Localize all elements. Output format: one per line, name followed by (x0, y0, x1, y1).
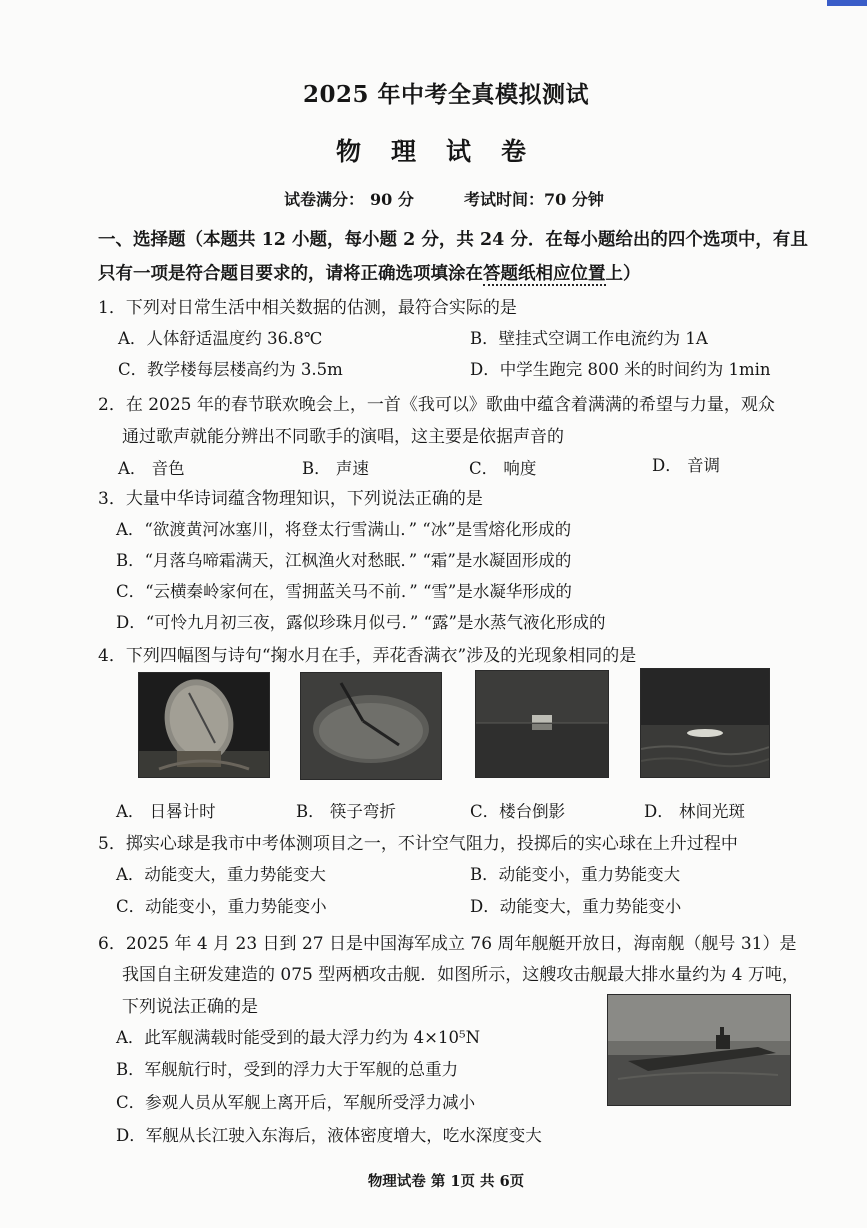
q4-option-b: B． 筷子弯折 (296, 802, 396, 821)
q6-stem-line3: 下列说法正确的是 (122, 997, 258, 1017)
q5-option-c: C．动能变小，重力势能变小 (116, 897, 327, 916)
q4-option-c: C．楼台倒影 (470, 802, 566, 821)
sundial-photo (138, 672, 270, 778)
q3-option-c: C．“云横秦岭家何在，雪拥蓝关马不前．” “雪”是水凝华形成的 (116, 582, 572, 601)
q6-option-c: C．参观人员从军舰上离开后，军舰所受浮力减小 (116, 1093, 476, 1112)
q1-option-a: A．人体舒适温度约 36.8℃ (118, 329, 323, 348)
q6-stem-line2: 我国自主研发建造的 075 型两栖攻击舰．如图所示，这艘攻击舰最大排水量约为 4 万吨， (122, 965, 799, 985)
q6-option-d: D．军舰从长江驶入东海后，液体密度增大，吃水深度变大 (116, 1126, 542, 1145)
q4-option-a: A． 日晷计时 (116, 802, 216, 821)
reflection-photo (475, 670, 609, 778)
q1-option-b: B．壁挂式空调工作电流约为 1A (470, 329, 708, 348)
q3-stem: 3．大量中华诗词蕴含物理知识，下列说法正确的是 (98, 489, 483, 509)
time-value: 70 分钟 (544, 190, 604, 209)
q2-stem-line1: 2．在 2025 年的春节联欢晚会上，一首《我可以》歌曲中蕴含着满满的希望与力量，观众 (98, 395, 775, 415)
q6-option-b: B．军舰航行时，受到的浮力大于军舰的总重力 (116, 1060, 459, 1079)
q3-option-d: D．“可怜九月初三夜，露似珍珠月似弓．” “露”是水蒸气液化形成的 (116, 613, 606, 632)
q2-option-c: C． 响度 (469, 459, 537, 478)
exam-subtitle: 物理试卷 (335, 137, 556, 166)
q5-stem: 5．掷实心球是我市中考体测项目之一，不计空气阻力，投掷后的实心球在上升过程中 (98, 834, 738, 854)
page-footer: 物理试卷 第 1页 共 6页 (367, 1173, 525, 1190)
section-heading-text: 只有一项是符合题目要求的，请将正确选项填涂在 (98, 264, 483, 284)
time-label: 考试时间： (464, 190, 545, 209)
q5-option-a: A．动能变大，重力势能变大 (116, 865, 326, 884)
q6-option-a: A．此军舰满载时能受到的最大浮力约为 4×10⁵N (116, 1028, 481, 1047)
q4-option-d: D． 林间光斑 (644, 802, 745, 821)
section-heading-end: 上） (605, 264, 641, 284)
q2-option-d: D． 音调 (652, 456, 720, 475)
section-heading-line2 (98, 260, 641, 285)
q1-stem: 1．下列对日常生活中相关数据的估测，最符合实际的是 (98, 298, 517, 318)
q2-option-a: A． 音色 (118, 459, 185, 478)
q1-option-d: D．中学生跑完 800 米的时间约为 1min (470, 360, 771, 379)
q2-stem-line2: 通过歌声就能分辨出不同歌手的演唱，这主要是依据声音的 (122, 427, 564, 447)
q3-option-b: B．“月落乌啼霜满天，江枫渔火对愁眠．” “霜”是水凝固形成的 (116, 551, 572, 570)
q1-option-c: C．教学楼每层楼高约为 3.5m (118, 360, 343, 379)
time-info (464, 187, 604, 210)
q3-option-a: A．“欲渡黄河冰塞川，将登太行雪满山．” “冰”是雪熔化形成的 (116, 520, 572, 539)
score-info (284, 187, 414, 210)
light-spot-photo (640, 668, 770, 778)
scan-edge-mark (827, 0, 867, 6)
q5-option-b: B．动能变小，重力势能变大 (470, 865, 681, 884)
answer-sheet-emphasis: 答题纸相应位置 (483, 264, 606, 284)
chopstick-photo (300, 672, 442, 780)
q6-stem-line1: 6．2025 年 4 月 23 日到 27 日是中国海军成立 76 周年舰艇开放日，海南舰（舰号 31）是 (98, 934, 797, 954)
section-heading-line1: 一、选择题（本题共 12 小题，每小题 2 分，共 24 分．在每小题给出的四个选项中，有且 (98, 230, 808, 250)
q2-option-b: B． 声速 (302, 459, 369, 478)
score-value: 90 分 (370, 190, 414, 209)
exam-title: 2025 年中考全真模拟测试 (302, 81, 590, 108)
q4-stem: 4．下列四幅图与诗句“掬水月在手，弄花香满衣”涉及的光现象相同的是 (98, 646, 637, 666)
q5-option-d: D．动能变大，重力势能变小 (470, 897, 682, 916)
score-label: 试卷满分： (284, 190, 365, 209)
warship-photo (607, 994, 791, 1106)
